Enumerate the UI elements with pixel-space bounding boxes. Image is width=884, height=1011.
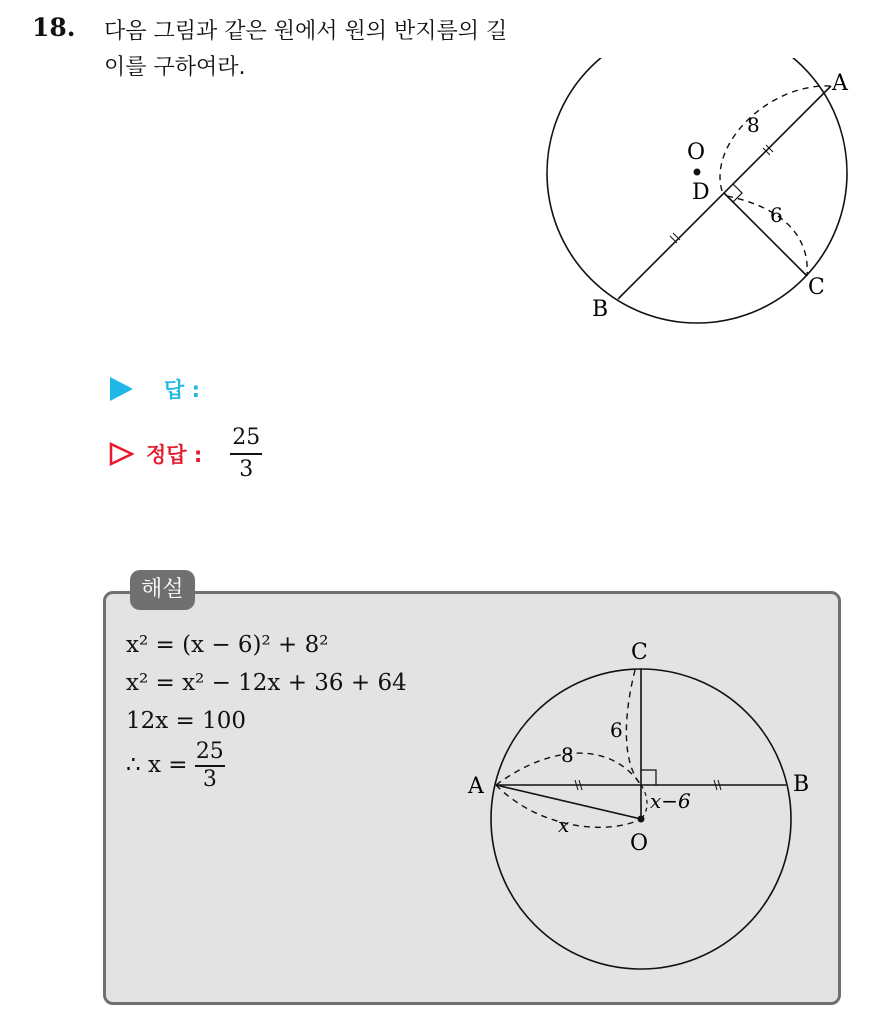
length-x: x <box>558 813 570 837</box>
fraction-numerator: 25 <box>232 425 261 450</box>
tick-mark <box>670 236 677 243</box>
solution-numerator: 25 <box>195 739 224 764</box>
length-8: 8 <box>747 113 760 137</box>
question-number: 18. <box>32 13 76 42</box>
user-answer-row <box>108 374 200 404</box>
right-angle-mark <box>641 770 656 785</box>
fraction-denominator: 3 <box>239 456 254 482</box>
arc-x-6 <box>641 785 647 819</box>
user-answer-label: 답 : <box>164 378 200 402</box>
solution-steps <box>126 626 407 792</box>
length-6: 6 <box>770 203 783 227</box>
label-b: B <box>793 772 810 797</box>
solution-line-1: x² = (x − 6)² + 8² <box>126 632 329 658</box>
question-text: 다음 그림과 같은 원에서 원의 반지름의 길이를 구하여라. <box>104 19 508 80</box>
label-c: C <box>631 640 648 665</box>
label-o: O <box>630 831 649 856</box>
solution-line-4 <box>126 740 407 792</box>
solution-fraction <box>195 740 225 792</box>
label-c: C <box>808 275 825 300</box>
length-x-6: x−6 <box>650 789 691 813</box>
correct-answer-row <box>108 425 262 483</box>
label-a: A <box>832 71 848 96</box>
solution-line-3: 12x = 100 <box>126 708 247 734</box>
play-triangle-icon <box>108 376 134 402</box>
label-d: D <box>692 180 710 205</box>
label-a: A <box>468 774 484 799</box>
label-o: O <box>687 140 706 165</box>
center-point <box>638 816 645 823</box>
tick-mark <box>673 233 680 240</box>
arc-6 <box>626 670 641 785</box>
question-figure <box>540 58 860 328</box>
correct-answer-fraction <box>230 425 262 483</box>
solution-denominator: 3 <box>202 766 217 792</box>
length-6: 6 <box>610 718 623 742</box>
center-point <box>694 169 701 176</box>
solution-line-2: x² = x² − 12x + 36 + 64 <box>126 670 407 696</box>
segment-dc <box>724 193 807 276</box>
outline-triangle-icon <box>108 441 134 467</box>
solution-figure <box>460 630 830 975</box>
correct-answer-label: 정답 : <box>146 442 203 467</box>
label-b: B <box>592 297 609 322</box>
solution-line-4-prefix: ∴ x = <box>126 751 188 778</box>
solution-tag: 해설 <box>130 570 195 610</box>
length-8: 8 <box>561 743 574 767</box>
